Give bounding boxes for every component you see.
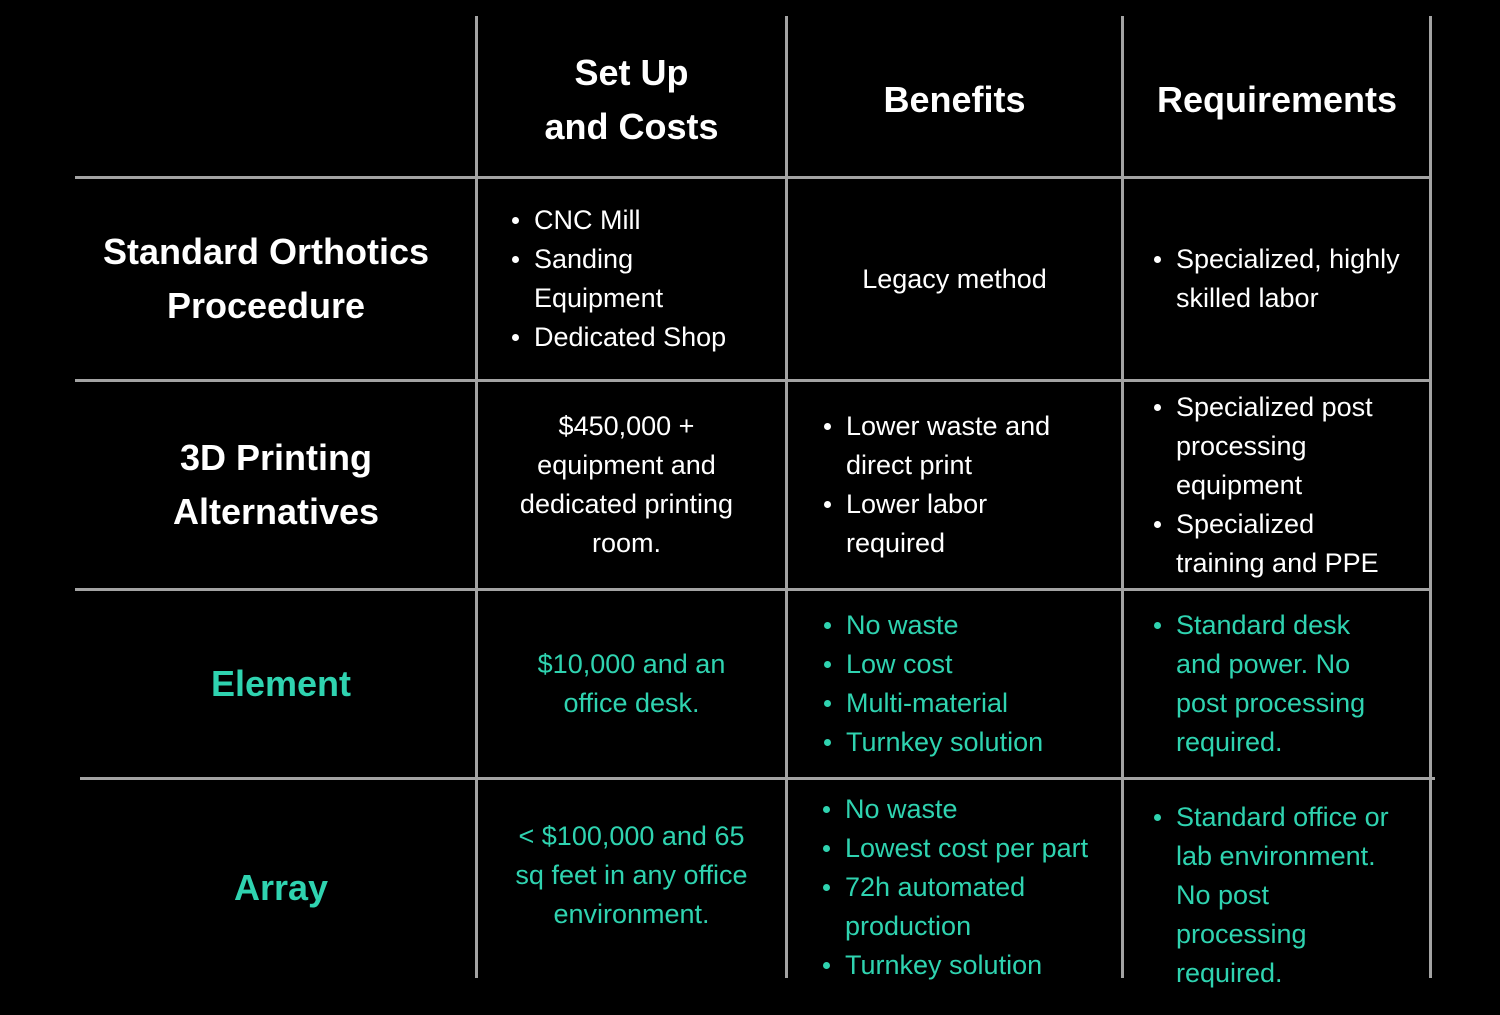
row-label-standard xyxy=(70,179,462,379)
list-item: Low cost xyxy=(846,645,1043,684)
list-item: Dedicated Shop xyxy=(534,318,726,357)
row-label-element xyxy=(85,591,477,777)
list-item: Specialized, highly skilled labor xyxy=(1176,240,1416,318)
header-setup-costs xyxy=(478,40,785,160)
row-label-array xyxy=(85,780,477,995)
row-label-array-text: Array xyxy=(233,866,329,908)
setup-3d-printing-text: $450,000 + equipment and dedicated printing room. xyxy=(519,411,734,558)
header-setup-line2: and Costs xyxy=(544,106,719,147)
row-label-3d-line2: Alternatives xyxy=(172,491,380,532)
setup-array-text: < $100,000 and 65 sq feet in any office environment. xyxy=(515,820,748,929)
header-requirements-label: Requirements xyxy=(1156,79,1398,120)
list-item: Turnkey solution xyxy=(845,946,1110,985)
requirements-standard xyxy=(1124,179,1430,379)
list-item: 72h automated production xyxy=(845,868,1045,946)
list-item: Lower labor required xyxy=(846,485,1006,563)
requirements-3d-printing xyxy=(1124,382,1430,588)
benefits-3d-printing xyxy=(788,382,1121,588)
row-label-3d-printing xyxy=(80,382,472,588)
header-benefits-label: Benefits xyxy=(883,79,1026,120)
setup-standard xyxy=(478,179,785,379)
list-item: CNC Mill xyxy=(534,201,726,240)
list-item: Multi-material xyxy=(846,684,1043,723)
setup-3d-printing xyxy=(478,382,775,588)
row-label-standard-line2: Proceedure xyxy=(166,285,366,326)
list-item: Standard office or lab environment. No post processing required. xyxy=(1176,798,1404,993)
row-label-element-text: Element xyxy=(210,663,352,704)
list-item: Turnkey solution xyxy=(846,723,1043,762)
list-item: Lowest cost per part xyxy=(845,829,1110,868)
row-label-3d-line1: 3D Printing xyxy=(179,437,372,478)
benefits-standard xyxy=(788,179,1121,379)
benefits-array xyxy=(788,780,1121,995)
header-benefits xyxy=(788,40,1121,160)
setup-array xyxy=(478,780,785,970)
benefits-standard-text: Legacy method xyxy=(862,263,1047,294)
header-requirements xyxy=(1124,40,1430,160)
requirements-element xyxy=(1124,591,1430,777)
benefits-element xyxy=(788,591,1121,777)
list-item: Specialized training and PPE xyxy=(1176,505,1396,583)
list-item: No waste xyxy=(845,790,1110,829)
setup-element xyxy=(478,591,785,777)
list-item: No waste xyxy=(846,606,1043,645)
list-item: Specialized post processing equipment xyxy=(1176,388,1396,505)
list-item: Standard desk and power. No post processing required. xyxy=(1176,606,1386,762)
setup-element-text: $10,000 and an office desk. xyxy=(537,649,726,718)
requirements-array xyxy=(1124,795,1430,995)
row-label-standard-line1: Standard Orthotics xyxy=(102,231,430,272)
list-item: Lower waste and direct print xyxy=(846,407,1076,485)
header-setup-line1: Set Up xyxy=(574,52,689,93)
list-item: Sanding Equipment xyxy=(534,240,694,318)
